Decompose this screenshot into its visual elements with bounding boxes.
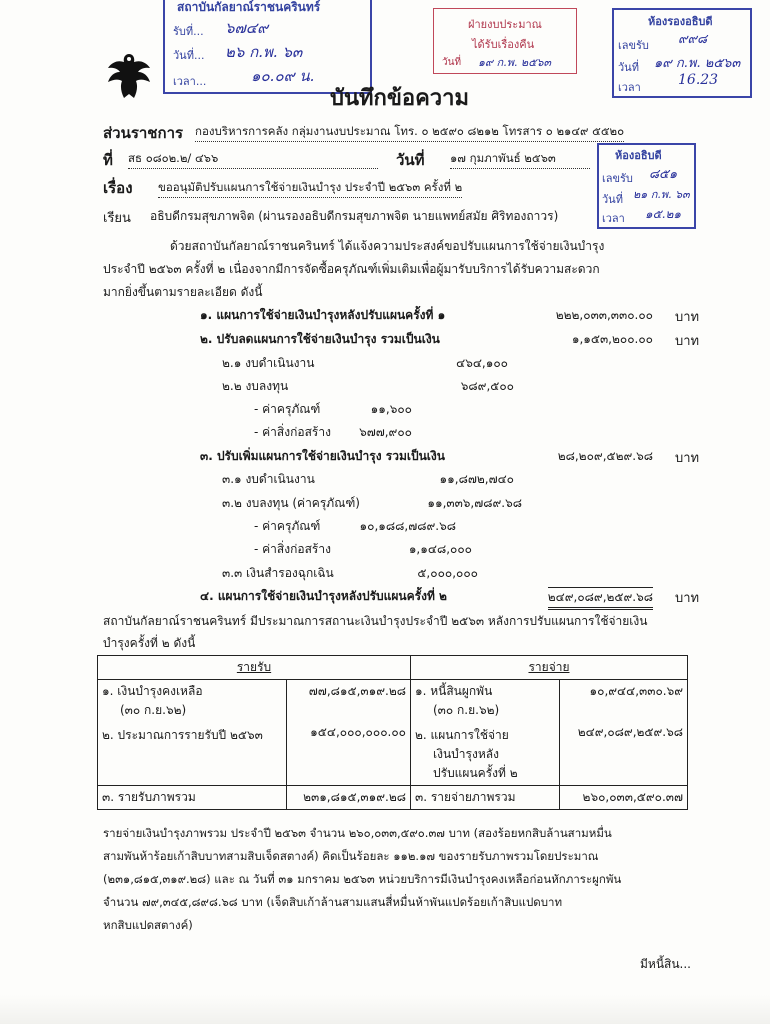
expense-row-1 xyxy=(411,680,560,786)
item1-amount: ๒๒๒,๐๓๓,๓๓๐.๐๐ xyxy=(555,308,653,322)
agency-label: ส่วนราชการ xyxy=(103,124,184,142)
deputy-stamp-header: ห้องรองอธิบดี xyxy=(648,15,713,28)
expense-1-sub: (๓๐ ก.ย.๖๒) xyxy=(433,703,500,717)
income-3-label: ๓. รายรับภาพรวม xyxy=(98,786,287,810)
subject-label: เรื่อง xyxy=(103,179,133,197)
unit-baht: บาท xyxy=(675,310,700,325)
closing-line5: หกสิบแปดสตางค์) xyxy=(103,918,193,932)
stamp-date-value: ๒๖ ก.พ. ๖๓ xyxy=(225,43,303,61)
director-stamp-num-label: เลขรับ xyxy=(602,172,633,185)
to-value: อธิบดีกรมสุขภาพจิต (ผ่านรองอธิบดีกรมสุขภาพจิต นายแพทย์สมัย ศิริทองถาวร) xyxy=(150,209,559,223)
ref-label: ที่ xyxy=(103,151,113,169)
item3-1-label: ๓.๑ งบดำเนินงาน xyxy=(222,472,315,486)
budget-stamp-line1: ฝ่ายงบประมาณ xyxy=(468,18,542,31)
item2-2-amount: ๖๘๙,๕๐๐ xyxy=(460,379,514,393)
item3-amount: ๒๘,๒๐๙,๕๒๙.๖๘ xyxy=(557,449,653,463)
item2-1-label: ๒.๑ งบดำเนินงาน xyxy=(222,356,315,370)
expense-3-amount: ๒๖๐,๐๓๓,๕๙๐.๓๗ xyxy=(560,786,688,810)
budget-stamp-line2: ได้รับเรื่องคืน xyxy=(472,38,535,51)
item3-2a-amount: ๑๐,๑๘๘,๗๘๙.๖๘ xyxy=(359,519,456,533)
expense-2-label-2: เงินบำรุงหลัง xyxy=(433,747,499,761)
ref-value: สธ ๐๘๐๒.๒/ ๔๖๖ xyxy=(128,150,378,169)
deputy-stamp-num-label: เลขรับ xyxy=(618,39,649,52)
income-row-1 xyxy=(98,680,287,786)
item2-2a-label: - ค่าครุภัณฑ์ xyxy=(254,402,321,416)
continued-marker: มีหนี้สิน... xyxy=(640,957,691,971)
agency-value: กองบริหารการคลัง กลุ่มงานงบประมาณ โทร. ๐ ๒๕๙๐ ๘๒๑๒ โทรสาร ๐ ๒๑๔๙ ๕๕๒๐ xyxy=(195,123,624,142)
closing-line2: สามพันห้าร้อยเก้าสิบบาทสามสิบเจ็ดสตางค์) คิดเป็นร้อยละ ๑๑๒.๑๗ ของรายรับภาพรวมโดยประมาณ xyxy=(103,849,599,863)
para1-line3: มากยิ่งขึ้นตามรายละเอียด ดังนี้ xyxy=(103,285,263,299)
expense-2-amount: ๒๔๙,๐๘๙,๒๕๙.๖๘ xyxy=(577,725,683,739)
item3-label: ๓. ปรับเพิ่มแผนการใช้จ่ายเงินบำรุง รวมเป็นเงิน xyxy=(200,449,445,463)
income-2-label: ๒. ประมาณการรายรับปี ๒๕๖๓ xyxy=(102,728,263,742)
budget-stamp-date-value: ๑๙ ก.พ. ๒๕๖๓ xyxy=(478,56,552,69)
expense-3-label: ๓. รายจ่ายภาพรวม xyxy=(411,786,560,810)
director-stamp-date-value: ๒๑ ก.พ. ๖๓ xyxy=(633,188,690,201)
income-header: รายรับ xyxy=(98,656,411,680)
expense-2-label-3: ปรับแผนครั้งที่ ๒ xyxy=(433,766,518,780)
income-3-amount: ๒๓๑,๘๑๕,๓๑๙.๒๘ xyxy=(287,786,411,810)
memo-title: บันทึกข้อความ xyxy=(330,86,470,111)
item2-2b-label: - ค่าสิ่งก่อสร้าง xyxy=(254,425,331,439)
bottom-bleed-through xyxy=(0,995,770,1024)
unit-baht: บาท xyxy=(675,591,700,606)
deputy-stamp-time-value: 16.23 xyxy=(678,72,719,88)
expense-header: รายจ่าย xyxy=(411,656,688,680)
date-label: วันที่ xyxy=(396,151,425,169)
director-stamp-date-label: วันที่ xyxy=(602,193,623,206)
closing-line1: รายจ่ายเงินบำรุงภาพรวม ประจำปี ๒๕๖๓ จำนวน ๒๖๐,๐๓๓,๕๙๐.๓๗ บาท (สองร้อยหกสิบล้านสามหมื่น xyxy=(103,826,612,840)
item4-amount: ๒๔๙,๐๘๙,๒๕๙.๖๘ xyxy=(548,587,653,610)
income-1-sub: (๓๐ ก.ย.๖๒) xyxy=(120,703,187,717)
budget-returned-stamp xyxy=(433,8,577,74)
item1-label: ๑. แผนการใช้จ่ายเงินบำรุงหลังปรับแผนครั้งที่ ๑ xyxy=(200,308,446,322)
closing-line3: (๒๓๑,๘๑๕,๓๑๙.๒๘) และ ณ วันที่ ๓๑ มกราคม ๒๕๖๓ หน่วยบริการมีเงินบำรุงคงเหลือก่อนหักภาระผูกพัน xyxy=(103,872,622,886)
item3-2-label: ๓.๒ งบลงทุน (ค่าครุภัณฑ์) xyxy=(222,496,360,510)
stamp-time-label: เวลา... xyxy=(173,75,207,88)
director-stamp xyxy=(597,143,696,229)
director-stamp-header: ห้องอธิบดี xyxy=(615,149,662,162)
closing-line4: จำนวน ๗๙,๓๔๕,๘๙๘.๖๘ บาท (เจ็ดสิบเก้าล้านสามแสนสี่หมื่นห้าพันแปดร้อยเก้าสิบแปดบาท xyxy=(103,895,563,909)
expense-1-amount: ๑๐,๙๔๔,๓๓๐.๖๙ xyxy=(589,684,683,698)
income-1-label: ๑. เงินบำรุงคงเหลือ xyxy=(102,684,203,698)
item2-2a-amount: ๑๑,๖๐๐ xyxy=(370,402,412,416)
budget-stamp-date-label: วันที่ xyxy=(442,57,462,68)
item3-3-label: ๓.๓ เงินสำรองฉุกเฉิน xyxy=(222,566,334,580)
deputy-stamp-date-value: ๑๙ ก.พ. ๒๕๖๓ xyxy=(654,56,741,71)
stamp-received-label: รับที่... xyxy=(173,25,204,38)
para2-line1: สถาบันกัลยาณ์ราชนครินทร์ มีประมาณการสถานะเงินบำรุงประจำปี ๒๕๖๓ หลังการปรับแผนการใช้จ่ายเงิน xyxy=(103,614,648,628)
director-stamp-time-label: เวลา xyxy=(602,212,625,225)
para1-line2: ประจำปี ๒๕๖๓ ครั้งที่ ๒ เนื่องจากมีการจัดซื้อครุภัณฑ์เพิ่มเติมเพื่อผู้มารับบริการได้รับความสะดวก xyxy=(103,262,600,276)
deputy-stamp-time-label: เวลา xyxy=(618,81,641,94)
item3-2a-label: - ค่าครุภัณฑ์ xyxy=(254,519,321,533)
stamp-time-value: ๑๐.๐๙ น. xyxy=(251,67,315,85)
expense-2-label-1: ๒. แผนการใช้จ่าย xyxy=(415,728,509,742)
expense-1-label: ๑. หนี้สินผูกพัน xyxy=(415,684,493,698)
income-expense-table xyxy=(97,655,688,810)
director-stamp-time-value: ๑๕.๒๑ xyxy=(645,207,682,221)
item2-amount: ๑,๑๕๓,๒๐๐.๐๐ xyxy=(571,332,653,346)
stamp-date-label: วันที่... xyxy=(173,49,205,62)
unit-baht: บาท xyxy=(675,451,700,466)
item2-2-label: ๒.๒ งบลงทุน xyxy=(222,379,289,393)
income-1-amount: ๗๗,๘๑๕,๓๑๙.๒๘ xyxy=(308,684,406,698)
item2-label: ๒. ปรับลดแผนการใช้จ่ายเงินบำรุง รวมเป็นเงิน xyxy=(200,332,440,346)
item3-3-amount: ๕,๐๐๐,๐๐๐ xyxy=(417,566,478,580)
income-amounts xyxy=(287,680,411,786)
item2-1-amount: ๔๖๔,๑๐๐ xyxy=(456,356,508,370)
para2-line2: บำรุงครั้งที่ ๒ ดังนี้ xyxy=(103,636,196,650)
expense-amounts xyxy=(560,680,688,786)
item2-2b-amount: ๖๗๗,๙๐๐ xyxy=(359,425,412,439)
item3-2-amount: ๑๑,๓๓๖,๗๘๙.๖๘ xyxy=(427,496,522,510)
item3-2b-amount: ๑,๑๔๘,๐๐๐ xyxy=(408,542,472,556)
deputy-director-stamp xyxy=(612,8,752,98)
para1-line1: ด้วยสถาบันกัลยาณ์ราชนครินทร์ ได้แจ้งความประสงค์ขอปรับแผนการใช้จ่ายเงินบำรุง xyxy=(170,239,605,253)
income-2-amount: ๑๕๔,๐๐๐,๐๐๐.๐๐ xyxy=(310,725,406,739)
director-stamp-num-value: ๘๕๑ xyxy=(649,167,678,182)
stamp-received-value: ๖๗๔๙ xyxy=(225,19,269,37)
unit-baht: บาท xyxy=(675,334,700,349)
stamp-header: สถาบันกัลยาณ์ราชนครินทร์ xyxy=(177,0,321,14)
garuda-emblem-icon xyxy=(104,50,154,102)
deputy-stamp-date-label: วันที่ xyxy=(618,61,639,74)
item3-1-amount: ๑๑,๘๗๒,๗๔๐ xyxy=(439,472,514,486)
item3-2b-label: - ค่าสิ่งก่อสร้าง xyxy=(254,542,331,556)
date-value: ๑๗ กุมภาพันธ์ ๒๕๖๓ xyxy=(450,150,590,169)
to-label: เรียน xyxy=(103,211,131,226)
deputy-stamp-num-value: ๙๙๘ xyxy=(678,32,708,47)
subject-value: ขออนุมัติปรับแผนการใช้จ่ายเงินบำรุง ประจำปี ๒๕๖๓ ครั้งที่ ๒ xyxy=(158,179,462,198)
item4-label: ๔. แผนการใช้จ่ายเงินบำรุงหลังปรับแผนครั้งที่ ๒ xyxy=(200,589,447,603)
